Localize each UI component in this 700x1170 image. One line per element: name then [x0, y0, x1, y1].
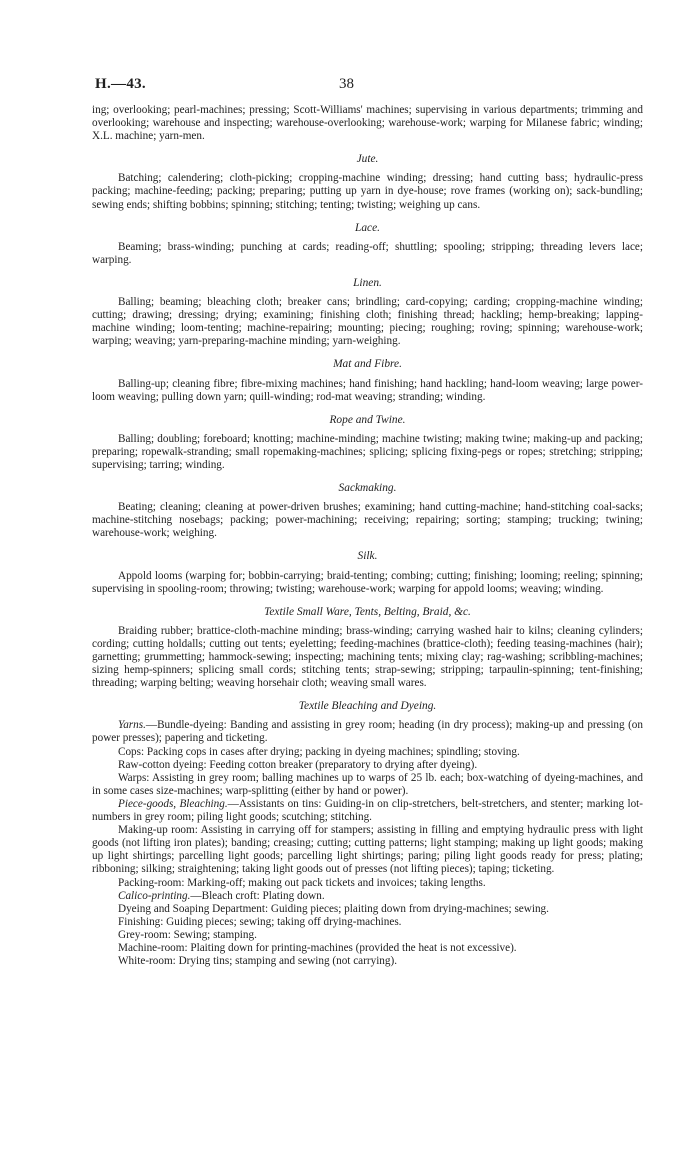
section-heading: Textile Small Ware, Tents, Belting, Braid, &c. [264, 605, 471, 618]
section-rope-and-twine [92, 414, 643, 472]
section-lace [92, 222, 643, 267]
paragraph-lead: Calico-printing. [118, 889, 191, 902]
section-heading: Jute. [356, 153, 379, 166]
intro-paragraph: ing; overlooking; pearl-machines; pressing; Scott-Williams' machines; supervising in various departments; trimming and overlooking; warehouse and inspecting; warehouse-overlooking; warehouse-work; warping for Milanese fabric; winding; X.L. machine; yarn-men. [92, 104, 643, 143]
section-silk [92, 550, 643, 595]
page-header [95, 76, 643, 98]
section-heading: Rope and Twine. [329, 413, 406, 426]
bleaching-paragraph [92, 719, 643, 745]
bleaching-paragraph [92, 824, 643, 876]
section-text: Balling; beaming; bleaching cloth; breaker cans; brindling; card-copying; carding; cropping-machine winding; cutting; drawing; dressing; drying; examining; finishing cloth; finishing thread; hackling; hemp-breaking; lapping-machine winding; loom-tenting; machine-repairing; mounting; piecing; roughing; roving; spinning; warehouse-work; warping; weaving; yarn-preparing-machine minding; yarn-weighing. [92, 296, 643, 348]
bleaching-paragraph [92, 929, 643, 942]
paragraph-text: Dyeing and Soaping Department: Guiding pieces; plaiting down from drying-machines; sewing. [118, 902, 549, 915]
paragraph-text: Finishing: Guiding pieces; sewing; taking off drying-machines. [118, 915, 402, 928]
section-text: Appold looms (warping for; bobbin-carrying; braid-tenting; combing; cutting; finishing; looming; reeling; spinning; supervising in spooling-room; throwing; twisting; warehouse-work; warping for appold looms; weaving; winding. [92, 569, 643, 595]
section-heading: Mat and Fibre. [333, 358, 402, 371]
paragraph-text: White-room: Drying tins; stamping and sewing (not carrying). [118, 955, 398, 968]
bleaching-paragraph [92, 759, 643, 772]
section-text: Batching; calendering; cloth-picking; cropping-machine winding; dressing; hand cutting bass; hydraulic-press packing; machine-feeding; packing; preparing; putting up yarn in dye-house; rove frames (working on); sack-bundling; sewing ends; shifting bobbins; spinning; stitching; tenting; twisting; weighing up cans. [92, 172, 643, 211]
bleaching-paragraph [92, 942, 643, 955]
document-reference: H.—43. [95, 76, 146, 92]
bleaching-paragraph [92, 955, 643, 968]
paragraph-text: Grey-room: Sewing; stamping. [118, 928, 257, 941]
section-heading: Sackmaking. [338, 482, 397, 495]
section-text: Braiding rubber; brattice-cloth-machine minding; brass-winding; carrying washed hair to kilns; cleaning cylinders; cording; cutting holdalls; cutting out tents; eyeletting; feeding-machines (brattice-cloth); feeding teasing-machines (hair); garnetting; grummetting; hammock-sewing; inspecting; machining tents; mixing clay; rag-washing; scribbling-machines; sizing hemp-spinners; splicing small cords; stitching tents; strap-sewing; stripping; tarpaulin-spinning; tent-finishing; threading; warping belting; weaving horsehair cloth; weaving small wares. [92, 624, 643, 690]
section-bleaching-and-dyeing [92, 700, 643, 968]
paragraph-lead: Piece-goods, Bleaching. [118, 797, 228, 810]
section-heading: Silk. [357, 550, 378, 563]
paragraph-text: —Bundle-dyeing: Banding and assisting in grey room; heading (in dry process); making-up and pressing (on power presses); papering and ticketing. [92, 719, 643, 745]
paragraph-lead: Yarns. [118, 719, 146, 732]
section-heading: Linen. [353, 276, 382, 289]
bleaching-paragraph [92, 746, 643, 759]
section-heading: Textile Bleaching and Dyeing. [298, 700, 437, 713]
section-text: Balling; doubling; foreboard; knotting; machine-minding; machine twisting; making twine; making-up and packing; preparing; ropewalk-stranding; small ropemaking-machines; splicing; splicing fixing-pegs or ropes; stretching; stripping; supervising; tarring; winding. [92, 432, 643, 471]
bleaching-paragraph [92, 916, 643, 929]
bleaching-paragraph [92, 890, 643, 903]
section-text: Beaming; brass-winding; punching at cards; reading-off; shuttling; spooling; stripping; threading levers lace; warping. [92, 240, 643, 266]
paragraph-text: Warps: Assisting in grey room; balling machines up to warps of 25 lb. each; box-watching of dyeing-machines, and in some cases size-machines; warp-splitting (either by hand or power). [92, 771, 643, 797]
bleaching-paragraph [92, 877, 643, 890]
section-jute [92, 153, 643, 211]
paragraph-text: —Bleach croft: Plating down. [190, 889, 325, 902]
paragraph-text: Cops: Packing cops in cases after drying; packing in dyeing machines; spindling; stoving. [118, 745, 520, 758]
paragraph-text: Machine-room: Plaiting down for printing-machines (provided the heat is not excessive). [118, 941, 517, 954]
section-linen [92, 277, 643, 348]
section-mat-and-fibre [92, 358, 643, 403]
paragraph-text: —Assistants on tins: Guiding-in on clip-stretchers, belt-stretchers, and stenter; marking lot-numbers in grey room; piling light goods; scutching; stitching. [92, 797, 644, 824]
paragraph-text: Packing-room: Marking-off; making out pack tickets and invoices; taking lengths. [118, 876, 486, 889]
section-text: Beating; cleaning; cleaning at power-driven brushes; examining; hand cutting-machine; hand-stitching coal-sacks; machine-stitching nosebags; packing; power-machining; receiving; repairing; sorting; stamping; trucking; twining; warehouse-work; weighing. [92, 501, 643, 540]
section-text: Balling-up; cleaning fibre; fibre-mixing machines; hand finishing; hand hackling; hand-loom weaving; large power-loom weaving; pulling down yarn; quill-winding; rod-mat weaving; stranding; winding. [92, 377, 643, 403]
section-sackmaking [92, 482, 643, 540]
bleaching-paragraph [92, 772, 643, 798]
section-textile-small-ware [92, 606, 643, 691]
paragraph-text: Raw-cotton dyeing: Feeding cotton breaker (preparatory to drying after dyeing). [118, 758, 478, 771]
page-number: 38 [339, 76, 354, 92]
section-heading: Lace. [355, 221, 380, 234]
bleaching-paragraph [92, 798, 643, 824]
paragraph-text: Making-up room: Assisting in carrying off for stampers; assisting in filling and emptying hydraulic press with light goods (not lifting iron plates); banding; creasing; cutting; cutting patterns; light stamping; making up light goods; making up light shirtings; parcelling light goods; parcelling light shirtings; paring; piling light goods ready for press; plating; ribboning; silking; straightening; taking light goods out of presses (not lifting pieces); taping; ticketing. [92, 824, 643, 876]
page-body [92, 104, 643, 968]
bleaching-paragraph [92, 903, 643, 916]
